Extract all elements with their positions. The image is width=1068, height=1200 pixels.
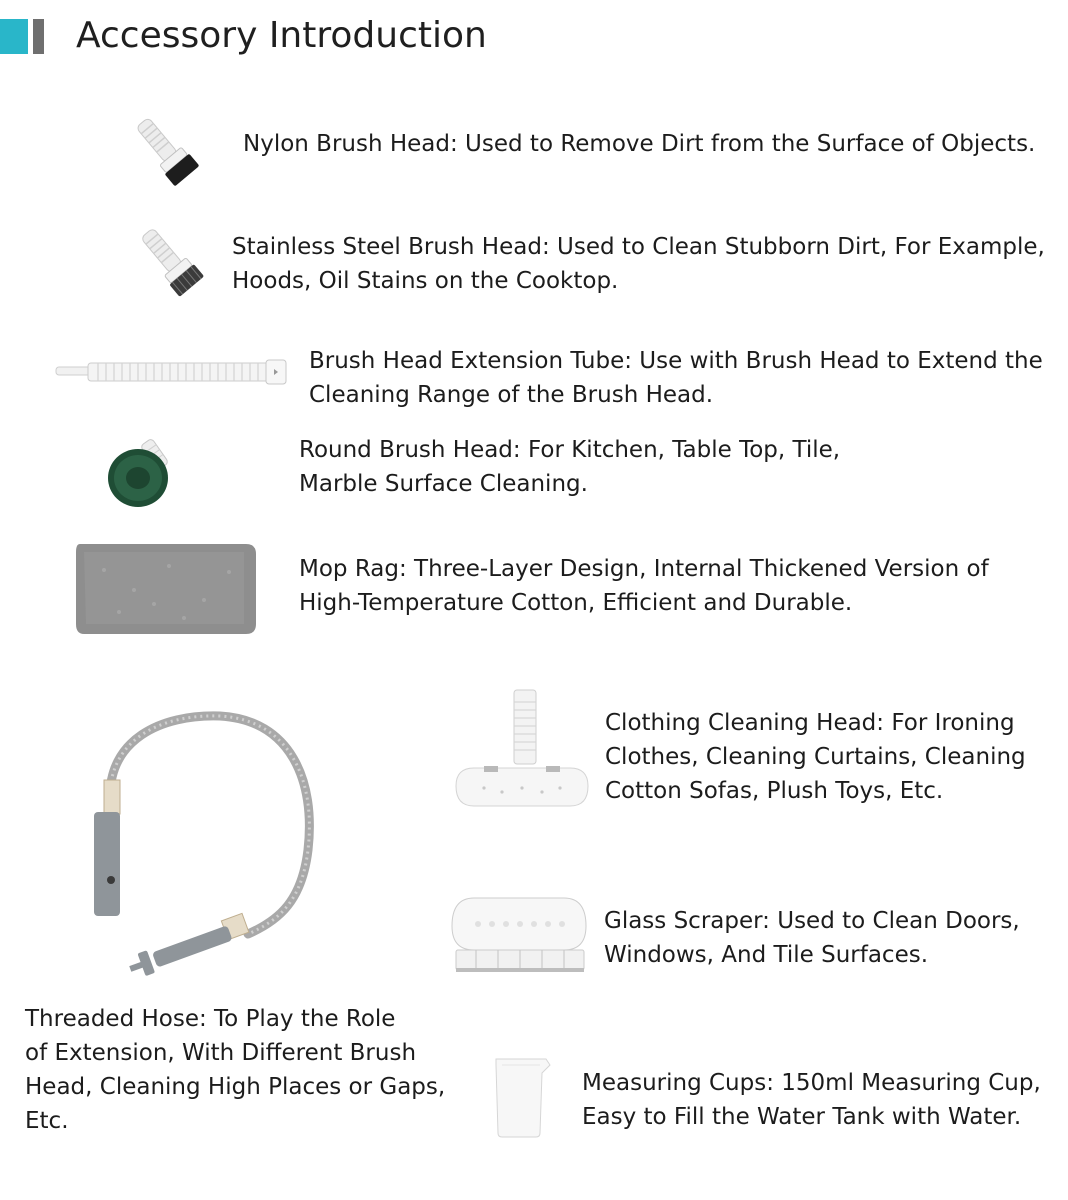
- glass-scraper-text: Glass Scraper: Used to Clean Doors, Windows, And Tile Surfaces.: [604, 908, 1020, 968]
- clothing-cleaning-head-text: Clothing Cleaning Head: For Ironing Clothes, Cleaning Curtains, Cleaning Cotton Sofas, Plush Toys, Etc.: [605, 710, 1026, 804]
- threaded-hose-image: [80, 710, 330, 992]
- extension-tube-image: [54, 355, 290, 389]
- mop-rag-text: Mop Rag: Three-Layer Design, Internal Thickened Version of High-Temperature Cotton, Efficient and Durable.: [299, 556, 989, 616]
- nylon-brush-head-image: [118, 110, 208, 194]
- header-accent-bar: [0, 19, 28, 54]
- threaded-hose-text: Threaded Hose: To Play the Role of Extension, With Different Brush Head, Cleaning High Places or Gaps, Etc.: [25, 1006, 446, 1134]
- header-secondary-bar: [33, 19, 44, 54]
- mop-rag-image: [74, 540, 258, 636]
- page-title: Accessory Introduction: [76, 15, 487, 56]
- clothing-cleaning-head-image: [454, 688, 590, 810]
- glass-scraper-image: [450, 894, 588, 976]
- round-brush-head-text: Round Brush Head: For Kitchen, Table Top, Tile, Marble Surface Cleaning.: [299, 437, 841, 497]
- measuring-cup-text: Measuring Cups: 150ml Measuring Cup, Easy to Fill the Water Tank with Water.: [582, 1070, 1041, 1130]
- stainless-steel-brush-head-image: [124, 222, 214, 306]
- extension-tube-text: Brush Head Extension Tube: Use with Brush Head to Extend the Cleaning Range of the Brush Head.: [309, 348, 1043, 408]
- measuring-cup-image: [490, 1055, 554, 1139]
- stainless-steel-brush-head-text: Stainless Steel Brush Head: Used to Clean Stubborn Dirt, For Example, Hoods, Oil Stains on the Cooktop.: [232, 234, 1045, 294]
- nylon-brush-head-text: Nylon Brush Head: Used to Remove Dirt from the Surface of Objects.: [243, 131, 1036, 157]
- round-brush-head-image: [104, 434, 190, 512]
